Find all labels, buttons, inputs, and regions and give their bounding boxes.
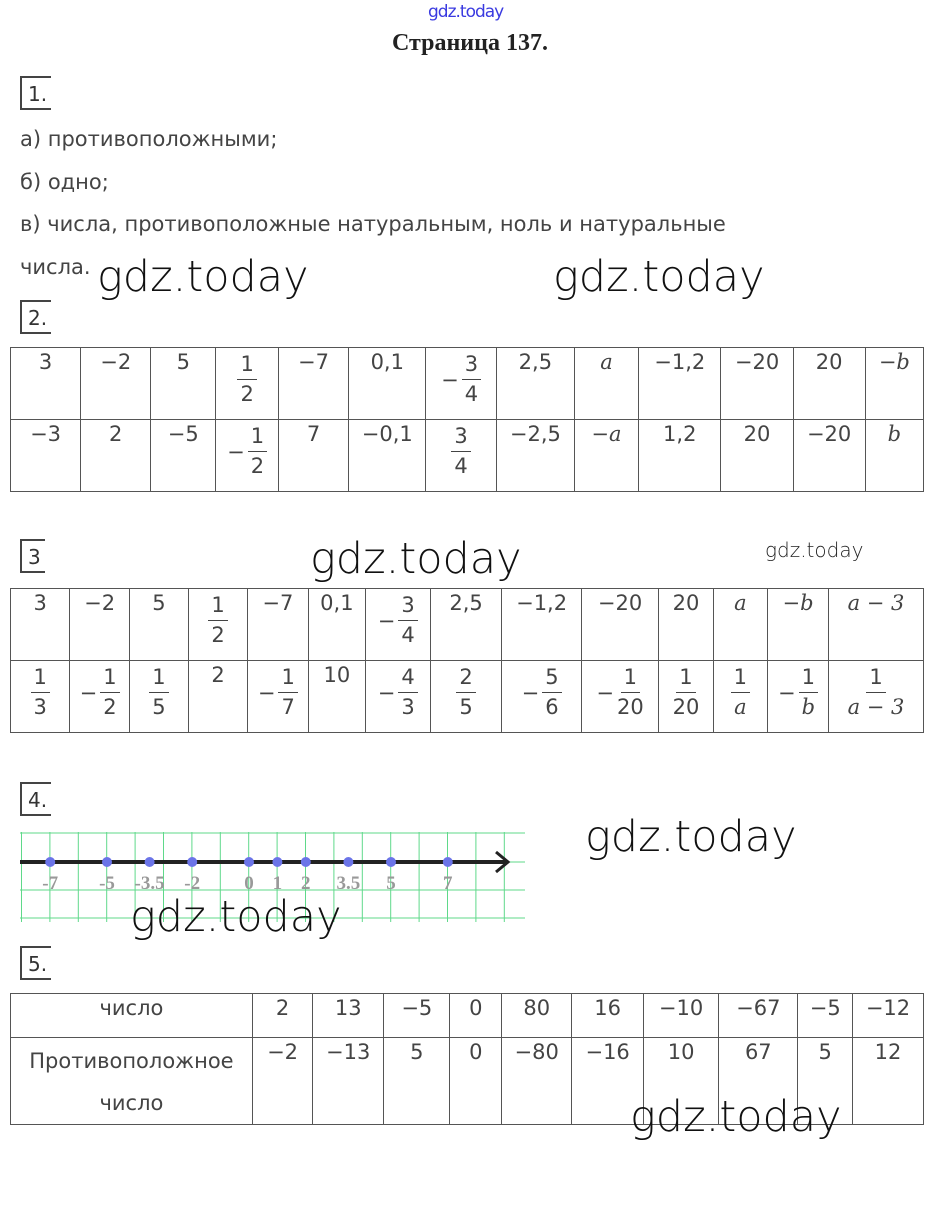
cell-value: 2,5: [518, 350, 553, 374]
cell-value: −20: [806, 422, 852, 446]
table-cell: [865, 420, 923, 492]
cell-value: 20: [743, 422, 771, 446]
cell-value: −7: [298, 350, 329, 374]
point: [386, 857, 396, 867]
cell-value: −2: [100, 350, 132, 374]
cell-value: −3: [30, 422, 62, 446]
fraction: [149, 663, 168, 722]
fraction-denominator: a − 3: [847, 695, 905, 719]
opposite-cell: 5: [384, 1038, 450, 1125]
table-cell: [189, 589, 248, 661]
fraction: [398, 591, 417, 650]
fraction: [398, 663, 417, 722]
opposite-cell: 10: [644, 1038, 719, 1125]
fraction-numerator: 2: [456, 663, 475, 693]
table-cell: [129, 589, 188, 661]
fraction-denominator: 3: [33, 695, 47, 719]
cell-value: 20: [672, 591, 700, 615]
watermark: gdz.today: [310, 534, 522, 584]
table-cell: [502, 589, 581, 661]
cell-value: 0,1: [370, 350, 404, 374]
table-cell: [151, 420, 216, 492]
fraction-numerator: 1: [866, 663, 885, 693]
point: [244, 857, 254, 867]
table-cell: [216, 348, 279, 420]
task-4-number: 4.: [20, 782, 51, 816]
table-cell: [829, 661, 924, 733]
table-cell: [11, 420, 81, 492]
table-cell: [581, 589, 659, 661]
table-cell: [349, 348, 426, 420]
row-label-line2: число: [99, 1091, 164, 1115]
point-label: -3.5: [134, 873, 165, 894]
fraction-numerator: 1: [278, 663, 297, 693]
point: [45, 857, 55, 867]
fraction-denominator: 4: [454, 454, 468, 478]
table-cell: [581, 661, 659, 733]
number-cell: −5: [384, 994, 450, 1038]
task-1-line-a: а) противоположными;: [20, 127, 278, 151]
opposite-cell: 5: [798, 1038, 853, 1125]
table-cell: [496, 420, 574, 492]
number-cell: −12: [852, 994, 923, 1038]
table-cell: [639, 420, 721, 492]
table-row: [11, 661, 924, 733]
fraction-sign: −: [227, 440, 245, 464]
cell-value: −0,1: [361, 422, 413, 446]
cell-value: −5: [167, 422, 199, 446]
fraction-sign: −: [778, 681, 796, 705]
point: [272, 857, 282, 867]
point-label: 2: [301, 873, 311, 894]
fraction: [848, 663, 905, 722]
cell-value: −2: [84, 591, 116, 615]
task-1-line-b: б) одно;: [20, 170, 109, 194]
point: [145, 857, 155, 867]
fraction-denominator: b: [801, 695, 816, 719]
fraction-numerator: 1: [237, 350, 256, 380]
cell-value: −1,2: [516, 591, 568, 615]
table-cell: [865, 348, 923, 420]
point: [443, 857, 453, 867]
table-cell: [574, 420, 638, 492]
fraction-denominator: 6: [545, 695, 559, 719]
table-cell: [430, 589, 502, 661]
cell-value: −7: [262, 591, 294, 615]
task-2-number: 2.: [20, 300, 51, 334]
table-row: [11, 420, 924, 492]
cell-value: 5: [176, 350, 190, 374]
opposite-cell: −13: [313, 1038, 384, 1125]
task-1-line-c2: числа.: [20, 255, 91, 279]
table-cell: [11, 348, 81, 420]
table-cell: [426, 348, 496, 420]
fraction: [799, 663, 818, 722]
table-cell: [829, 589, 924, 661]
watermark: gdz.today: [585, 812, 797, 862]
fraction-numerator: 1: [149, 663, 168, 693]
task-1-number: 1.: [20, 76, 51, 110]
fraction-numerator: 5: [542, 663, 561, 693]
fraction-sign: −: [596, 681, 614, 705]
opposite-cell: 0: [450, 1038, 502, 1125]
point-label: -2: [184, 873, 201, 894]
fraction-denominator: 2: [103, 695, 117, 719]
point-label: 3.5: [336, 873, 361, 894]
header-label: число: [11, 994, 253, 1038]
table-cell: [247, 589, 308, 661]
row-label-line1: Противоположное: [29, 1049, 234, 1073]
fraction-sign: −: [79, 681, 98, 705]
fraction-sign: −: [441, 368, 459, 392]
table-cell: [70, 589, 129, 661]
fraction: [542, 663, 561, 722]
table-cell: [365, 589, 430, 661]
table-cell: [81, 420, 151, 492]
fraction-numerator: 1: [731, 663, 750, 693]
cell-value: 10: [323, 663, 351, 687]
opposite-cell: −80: [502, 1038, 572, 1125]
cell-value: −a: [591, 422, 622, 446]
point-label: -7: [42, 873, 59, 894]
fraction-denominator: 2: [211, 623, 225, 647]
fraction-denominator: 4: [401, 623, 415, 647]
table-cell: [151, 348, 216, 420]
table-cell: [308, 589, 365, 661]
fraction: [100, 663, 119, 722]
number-cell: 13: [313, 994, 384, 1038]
point: [102, 857, 112, 867]
table-cell: [713, 589, 767, 661]
fraction: [673, 663, 700, 722]
fraction-denominator: 20: [616, 695, 644, 719]
table-cell: [574, 348, 638, 420]
task-5-number: 5.: [20, 946, 51, 980]
watermark-top: gdz.today: [428, 2, 504, 22]
fraction-sign: −: [521, 681, 540, 705]
watermark: gdz.today: [553, 252, 765, 302]
table-cell: [308, 661, 365, 733]
table-cell: [278, 348, 348, 420]
number-cell: 80: [502, 994, 572, 1038]
fraction-denominator: 2: [250, 454, 265, 478]
point: [343, 857, 353, 867]
table-cell: [365, 661, 430, 733]
point: [301, 857, 311, 867]
table-cell: [793, 420, 865, 492]
point: [187, 857, 197, 867]
table-cell: [11, 661, 70, 733]
table-cell: [496, 348, 574, 420]
point-label: 0: [244, 873, 254, 894]
cell-value: a: [734, 591, 747, 615]
fraction: [208, 591, 227, 650]
cell-value: 2: [109, 422, 123, 446]
table-cell: [721, 420, 793, 492]
fraction: [456, 663, 475, 722]
fraction-sign: −: [377, 609, 396, 633]
cell-value: 3: [38, 350, 53, 374]
table-cell: [767, 661, 828, 733]
cell-value: 2: [211, 663, 225, 687]
table-cell: [189, 661, 248, 733]
cell-value: 0,1: [320, 591, 354, 615]
fraction-numerator: 3: [398, 591, 417, 621]
table-cell: [721, 348, 793, 420]
table-cell: [129, 661, 188, 733]
table-cell: [793, 348, 865, 420]
cell-value: 7: [306, 422, 321, 446]
table-cell: [70, 661, 129, 733]
cell-value: −b: [878, 350, 910, 374]
opposite-cell: 12: [852, 1038, 923, 1125]
fraction: [462, 350, 481, 409]
table-cell: [767, 589, 828, 661]
task-3-table: [10, 588, 924, 733]
watermark: gdz.today: [130, 892, 342, 942]
cell-value: −20: [597, 591, 643, 615]
number-cell: −5: [798, 994, 853, 1038]
fraction-denominator: 4: [464, 382, 479, 406]
table-cell: [430, 661, 502, 733]
cell-value: a − 3: [847, 591, 905, 615]
fraction-numerator: 1: [621, 663, 640, 693]
fraction-numerator: 4: [398, 663, 417, 693]
table-cell: [11, 589, 70, 661]
cell-value: 5: [152, 591, 166, 615]
opposite-cell: −16: [572, 1038, 644, 1125]
cell-value: 3: [33, 591, 47, 615]
task-2-table: [10, 347, 924, 492]
fraction-denominator: 2: [240, 382, 254, 406]
number-cell: −10: [644, 994, 719, 1038]
fraction-numerator: 1: [100, 663, 119, 693]
watermark: gdz.today: [630, 1092, 842, 1142]
table-cell: [659, 589, 713, 661]
cell-value: −20: [734, 350, 780, 374]
fraction-denominator: a: [734, 695, 747, 719]
fraction: [731, 663, 750, 722]
table-cell: [81, 348, 151, 420]
row-label: [11, 1038, 253, 1125]
cell-value: −b: [782, 591, 814, 615]
point-label: 5: [386, 873, 396, 894]
fraction-numerator: 3: [451, 422, 470, 452]
fraction-numerator: 1: [248, 422, 267, 452]
cell-value: −2,5: [509, 422, 561, 446]
fraction: [451, 422, 470, 481]
task-1-line-c: в) числа, противоположные натуральным, ноль и натуральные: [20, 212, 726, 236]
table-cell: [349, 420, 426, 492]
page-title: Страница 137.: [392, 30, 548, 56]
fraction-numerator: 1: [31, 663, 50, 693]
opposite-cell: −2: [252, 1038, 312, 1125]
fraction-denominator: 3: [401, 695, 415, 719]
table-row: [11, 348, 924, 420]
cell-value: 20: [815, 350, 843, 374]
fraction-sign: −: [377, 681, 396, 705]
cell-value: b: [887, 422, 902, 446]
fraction: [278, 663, 297, 722]
number-cell: 16: [572, 994, 644, 1038]
fraction: [248, 422, 267, 481]
point-label: 7: [443, 873, 453, 894]
task-3-number: 3: [20, 539, 45, 573]
fraction-sign: −: [257, 681, 276, 705]
point-label: -5: [99, 873, 115, 894]
cell-value: −1,2: [654, 350, 706, 374]
cell-value: a: [600, 350, 613, 374]
table-cell: [426, 420, 496, 492]
fraction-numerator: 1: [208, 591, 227, 621]
fraction-denominator: 5: [459, 695, 473, 719]
table-cell: [502, 661, 581, 733]
fraction-numerator: 1: [676, 663, 695, 693]
opposite-cell: 67: [719, 1038, 798, 1125]
fraction-numerator: 3: [462, 350, 481, 380]
number-cell: 0: [450, 994, 502, 1038]
point-label: 1: [272, 873, 283, 894]
fraction-denominator: 20: [672, 695, 700, 719]
table-cell: [659, 661, 713, 733]
fraction-denominator: 7: [281, 695, 295, 719]
number-cell: −67: [719, 994, 798, 1038]
fraction-numerator: 1: [799, 663, 818, 693]
table-cell: [216, 420, 279, 492]
cell-value: 2,5: [449, 591, 483, 615]
table-cell: [639, 348, 721, 420]
table-cell: [278, 420, 348, 492]
fraction: [31, 663, 50, 722]
cell-value: 1,2: [663, 422, 697, 446]
fraction: [237, 350, 256, 409]
table-cell: [713, 661, 767, 733]
number-cell: 2: [252, 994, 312, 1038]
fraction: [617, 663, 644, 722]
table-row: [11, 589, 924, 661]
table-cell: [247, 661, 308, 733]
watermark: gdz.today: [97, 252, 309, 302]
fraction-denominator: 5: [152, 695, 166, 719]
watermark-small: gdz.today: [765, 538, 864, 562]
